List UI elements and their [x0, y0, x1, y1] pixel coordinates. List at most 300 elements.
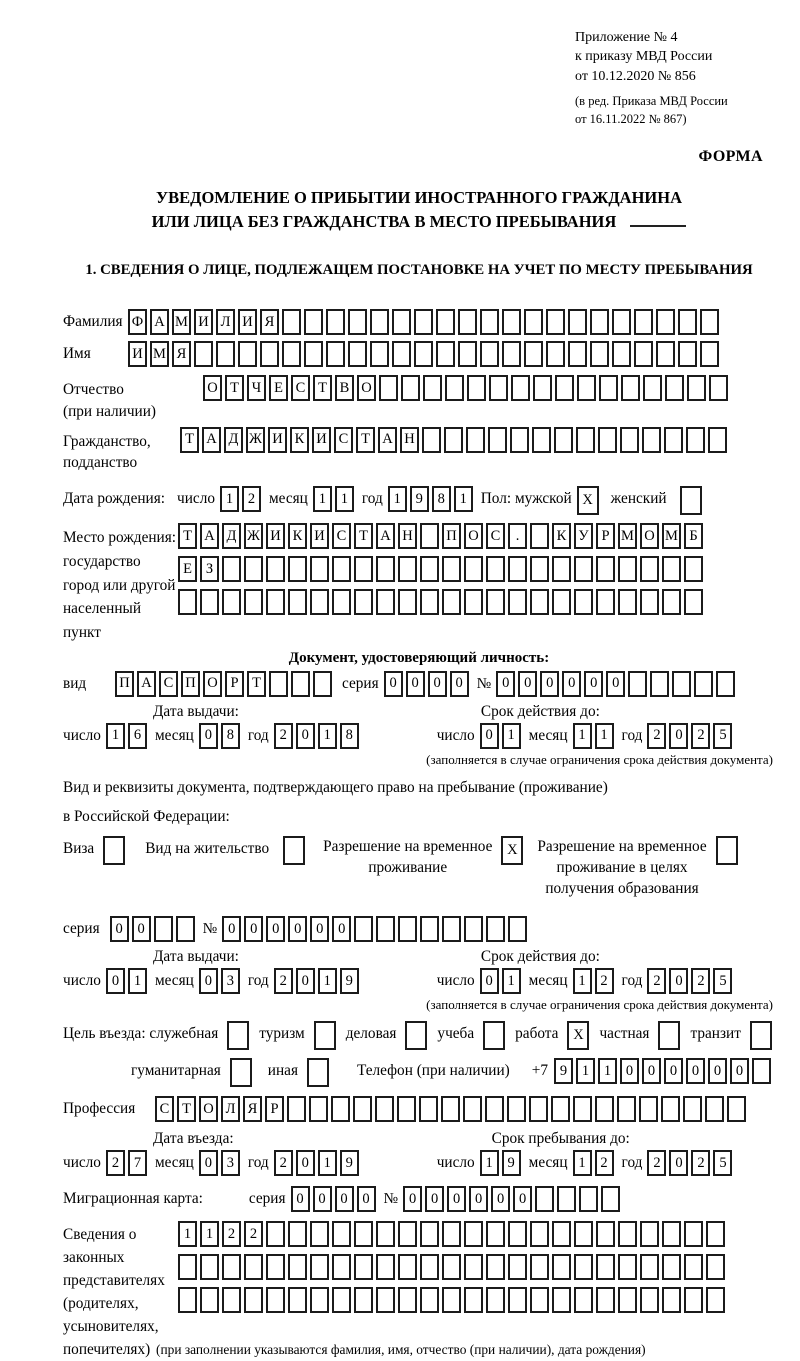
char-cell[interactable]: 0 [664, 1058, 683, 1084]
birth-day-cells[interactable] [220, 486, 261, 512]
char-cell[interactable] [442, 556, 461, 582]
char-cell[interactable] [524, 309, 543, 335]
char-cell[interactable] [705, 1096, 724, 1122]
char-cell[interactable] [621, 375, 640, 401]
char-cell[interactable]: 1 [598, 1058, 617, 1084]
char-cell[interactable] [486, 1287, 505, 1313]
char-cell[interactable] [574, 1287, 593, 1313]
char-cell[interactable]: Е [178, 556, 197, 582]
char-cell[interactable]: . [508, 523, 527, 549]
char-cell[interactable]: 2 [274, 723, 293, 749]
char-cell[interactable] [178, 1287, 197, 1313]
char-cell[interactable]: А [376, 523, 395, 549]
char-cell[interactable]: Т [225, 375, 244, 401]
char-cell[interactable] [750, 1021, 772, 1050]
char-cell[interactable] [466, 427, 485, 453]
char-cell[interactable]: 1 [576, 1058, 595, 1084]
char-cell[interactable] [288, 556, 307, 582]
char-cell[interactable] [227, 1021, 249, 1050]
char-cell[interactable]: 5 [713, 968, 732, 994]
char-cell[interactable]: О [199, 1096, 218, 1122]
char-cell[interactable]: 0 [686, 1058, 705, 1084]
char-cell[interactable]: 2 [242, 486, 261, 512]
char-cell[interactable]: 0 [496, 671, 515, 697]
birthplace-row3-cells[interactable] [178, 589, 703, 615]
char-cell[interactable] [628, 671, 647, 697]
phone-cells[interactable] [554, 1058, 771, 1084]
char-cell[interactable]: А [137, 671, 156, 697]
doc-issue-year-cells[interactable] [274, 723, 359, 749]
char-cell[interactable]: О [203, 375, 222, 401]
char-cell[interactable] [464, 1221, 483, 1247]
char-cell[interactable] [752, 1058, 771, 1084]
res-issue-year-cells[interactable] [274, 968, 359, 994]
char-cell[interactable]: 0 [384, 671, 403, 697]
char-cell[interactable] [612, 341, 631, 367]
char-cell[interactable] [283, 836, 305, 865]
char-cell[interactable] [596, 556, 615, 582]
char-cell[interactable] [557, 1186, 576, 1212]
char-cell[interactable] [507, 1096, 526, 1122]
char-cell[interactable] [530, 1287, 549, 1313]
char-cell[interactable] [508, 589, 527, 615]
char-cell[interactable] [442, 1254, 461, 1280]
char-cell[interactable] [706, 1254, 725, 1280]
char-cell[interactable]: 9 [502, 1150, 521, 1176]
char-cell[interactable] [376, 589, 395, 615]
char-cell[interactable]: 1 [200, 1221, 219, 1247]
guardians-row1-cells[interactable] [178, 1221, 725, 1247]
char-cell[interactable] [590, 309, 609, 335]
char-cell[interactable] [326, 309, 345, 335]
visa-checkbox[interactable] [103, 836, 125, 865]
char-cell[interactable]: 1 [388, 486, 407, 512]
char-cell[interactable]: Д [224, 427, 243, 453]
char-cell[interactable] [551, 1096, 570, 1122]
char-cell[interactable] [706, 1221, 725, 1247]
char-cell[interactable] [398, 1254, 417, 1280]
char-cell[interactable] [376, 916, 395, 942]
char-cell[interactable]: 0 [425, 1186, 444, 1212]
char-cell[interactable]: Т [356, 427, 375, 453]
char-cell[interactable] [709, 375, 728, 401]
char-cell[interactable] [458, 341, 477, 367]
char-cell[interactable]: 0 [106, 968, 125, 994]
char-cell[interactable]: 1 [573, 968, 592, 994]
char-cell[interactable] [304, 341, 323, 367]
char-cell[interactable] [661, 1096, 680, 1122]
char-cell[interactable]: 1 [335, 486, 354, 512]
char-cell[interactable]: 0 [313, 1186, 332, 1212]
char-cell[interactable]: 7 [128, 1150, 147, 1176]
char-cell[interactable] [332, 556, 351, 582]
char-cell[interactable] [244, 589, 263, 615]
char-cell[interactable] [238, 341, 257, 367]
char-cell[interactable] [354, 556, 373, 582]
char-cell[interactable] [200, 1254, 219, 1280]
char-cell[interactable] [398, 556, 417, 582]
char-cell[interactable]: 6 [128, 723, 147, 749]
char-cell[interactable] [640, 589, 659, 615]
char-cell[interactable]: О [464, 523, 483, 549]
char-cell[interactable] [486, 916, 505, 942]
char-cell[interactable]: 1 [220, 486, 239, 512]
char-cell[interactable]: И [194, 309, 213, 335]
char-cell[interactable]: Н [400, 427, 419, 453]
res-valid-day-cells[interactable] [480, 968, 521, 994]
char-cell[interactable] [684, 1287, 703, 1313]
char-cell[interactable]: И [310, 523, 329, 549]
char-cell[interactable] [354, 589, 373, 615]
char-cell[interactable] [310, 556, 329, 582]
char-cell[interactable] [508, 916, 527, 942]
char-cell[interactable] [683, 1096, 702, 1122]
char-cell[interactable] [656, 341, 675, 367]
char-cell[interactable] [502, 309, 521, 335]
char-cell[interactable] [508, 556, 527, 582]
char-cell[interactable] [260, 341, 279, 367]
edu-permit-checkbox[interactable] [716, 836, 738, 865]
char-cell[interactable] [420, 1254, 439, 1280]
char-cell[interactable] [442, 1287, 461, 1313]
char-cell[interactable] [420, 916, 439, 942]
char-cell[interactable] [639, 1096, 658, 1122]
res-number-cells[interactable] [222, 916, 527, 942]
char-cell[interactable]: М [662, 523, 681, 549]
char-cell[interactable] [398, 916, 417, 942]
char-cell[interactable] [354, 1254, 373, 1280]
char-cell[interactable] [176, 916, 195, 942]
char-cell[interactable]: 0 [669, 1150, 688, 1176]
char-cell[interactable]: 0 [310, 916, 329, 942]
char-cell[interactable] [348, 341, 367, 367]
char-cell[interactable] [530, 556, 549, 582]
char-cell[interactable] [419, 1096, 438, 1122]
char-cell[interactable]: М [618, 523, 637, 549]
char-cell[interactable]: О [640, 523, 659, 549]
char-cell[interactable] [716, 671, 735, 697]
purpose-humanitarian-checkbox[interactable] [230, 1058, 252, 1087]
char-cell[interactable]: 0 [296, 723, 315, 749]
char-cell[interactable]: А [200, 523, 219, 549]
char-cell[interactable] [579, 1186, 598, 1212]
char-cell[interactable] [596, 1221, 615, 1247]
char-cell[interactable]: Л [216, 309, 235, 335]
char-cell[interactable]: Р [265, 1096, 284, 1122]
char-cell[interactable]: О [203, 671, 222, 697]
char-cell[interactable] [332, 1221, 351, 1247]
char-cell[interactable] [502, 341, 521, 367]
char-cell[interactable] [552, 589, 571, 615]
char-cell[interactable] [486, 589, 505, 615]
char-cell[interactable]: 9 [340, 968, 359, 994]
char-cell[interactable]: 1 [573, 723, 592, 749]
profession-cells[interactable] [155, 1096, 746, 1122]
char-cell[interactable] [658, 1021, 680, 1050]
char-cell[interactable] [700, 309, 719, 335]
char-cell[interactable] [617, 1096, 636, 1122]
char-cell[interactable] [489, 375, 508, 401]
char-cell[interactable] [700, 341, 719, 367]
char-cell[interactable] [662, 1221, 681, 1247]
char-cell[interactable]: Я [172, 341, 191, 367]
char-cell[interactable] [508, 1254, 527, 1280]
char-cell[interactable]: К [552, 523, 571, 549]
char-cell[interactable] [708, 427, 727, 453]
char-cell[interactable]: 2 [691, 968, 710, 994]
char-cell[interactable] [376, 1254, 395, 1280]
char-cell[interactable]: 5 [713, 723, 732, 749]
char-cell[interactable] [282, 309, 301, 335]
char-cell[interactable] [684, 589, 703, 615]
char-cell[interactable] [552, 1221, 571, 1247]
char-cell[interactable] [568, 309, 587, 335]
char-cell[interactable]: 2 [691, 723, 710, 749]
char-cell[interactable] [530, 523, 549, 549]
char-cell[interactable] [634, 309, 653, 335]
char-cell[interactable]: 0 [669, 968, 688, 994]
guardians-row3-cells[interactable] [178, 1287, 725, 1313]
res-issue-month-cells[interactable] [199, 968, 240, 994]
char-cell[interactable] [573, 1096, 592, 1122]
char-cell[interactable] [398, 1287, 417, 1313]
char-cell[interactable] [598, 427, 617, 453]
char-cell[interactable]: 1 [106, 723, 125, 749]
char-cell[interactable] [444, 427, 463, 453]
char-cell[interactable]: Ф [128, 309, 147, 335]
char-cell[interactable] [656, 309, 675, 335]
char-cell[interactable] [684, 556, 703, 582]
char-cell[interactable]: X [567, 1021, 589, 1050]
char-cell[interactable] [332, 589, 351, 615]
char-cell[interactable] [650, 671, 669, 697]
char-cell[interactable]: 0 [518, 671, 537, 697]
char-cell[interactable] [532, 427, 551, 453]
char-cell[interactable]: С [332, 523, 351, 549]
doc-issue-month-cells[interactable] [199, 723, 240, 749]
char-cell[interactable]: 1 [178, 1221, 197, 1247]
mig-number-cells[interactable] [403, 1186, 620, 1212]
char-cell[interactable] [618, 556, 637, 582]
char-cell[interactable] [488, 427, 507, 453]
char-cell[interactable]: 0 [296, 1150, 315, 1176]
char-cell[interactable] [511, 375, 530, 401]
char-cell[interactable]: 0 [620, 1058, 639, 1084]
char-cell[interactable] [436, 341, 455, 367]
char-cell[interactable]: П [181, 671, 200, 697]
birth-year-cells[interactable] [388, 486, 473, 512]
char-cell[interactable]: 8 [432, 486, 451, 512]
birthplace-row1-cells[interactable] [178, 523, 703, 549]
sex-male-checkbox[interactable] [577, 486, 599, 515]
char-cell[interactable]: 1 [318, 723, 337, 749]
char-cell[interactable]: Я [243, 1096, 262, 1122]
purpose-tourism-checkbox[interactable] [314, 1021, 336, 1050]
char-cell[interactable] [486, 1254, 505, 1280]
char-cell[interactable] [620, 427, 639, 453]
char-cell[interactable] [392, 309, 411, 335]
char-cell[interactable]: Т [313, 375, 332, 401]
char-cell[interactable] [524, 341, 543, 367]
char-cell[interactable] [354, 916, 373, 942]
char-cell[interactable] [310, 1287, 329, 1313]
char-cell[interactable] [103, 836, 125, 865]
char-cell[interactable] [634, 341, 653, 367]
char-cell[interactable] [392, 341, 411, 367]
char-cell[interactable]: 0 [332, 916, 351, 942]
char-cell[interactable] [244, 1287, 263, 1313]
char-cell[interactable] [640, 556, 659, 582]
char-cell[interactable] [574, 556, 593, 582]
char-cell[interactable] [483, 1021, 505, 1050]
char-cell[interactable] [458, 309, 477, 335]
char-cell[interactable]: 0 [199, 723, 218, 749]
char-cell[interactable]: С [291, 375, 310, 401]
char-cell[interactable] [287, 1096, 306, 1122]
char-cell[interactable] [508, 1287, 527, 1313]
char-cell[interactable]: Т [177, 1096, 196, 1122]
char-cell[interactable] [266, 1254, 285, 1280]
char-cell[interactable] [464, 1287, 483, 1313]
residence-permit-checkbox[interactable] [283, 836, 305, 865]
purpose-official-checkbox[interactable] [227, 1021, 249, 1050]
char-cell[interactable] [485, 1096, 504, 1122]
char-cell[interactable] [405, 1021, 427, 1050]
char-cell[interactable] [672, 671, 691, 697]
char-cell[interactable] [664, 427, 683, 453]
char-cell[interactable] [266, 1287, 285, 1313]
char-cell[interactable] [420, 589, 439, 615]
char-cell[interactable] [596, 1254, 615, 1280]
char-cell[interactable] [662, 589, 681, 615]
char-cell[interactable] [397, 1096, 416, 1122]
char-cell[interactable] [230, 1058, 252, 1087]
purpose-business-checkbox[interactable] [405, 1021, 427, 1050]
char-cell[interactable]: А [150, 309, 169, 335]
char-cell[interactable] [618, 1287, 637, 1313]
char-cell[interactable]: Р [596, 523, 615, 549]
char-cell[interactable] [398, 589, 417, 615]
char-cell[interactable] [354, 1287, 373, 1313]
char-cell[interactable] [200, 1287, 219, 1313]
char-cell[interactable]: 0 [642, 1058, 661, 1084]
char-cell[interactable] [640, 1254, 659, 1280]
char-cell[interactable] [574, 589, 593, 615]
char-cell[interactable] [601, 1186, 620, 1212]
char-cell[interactable] [555, 375, 574, 401]
char-cell[interactable] [414, 341, 433, 367]
char-cell[interactable]: 0 [540, 671, 559, 697]
char-cell[interactable]: 3 [221, 968, 240, 994]
res-issue-day-cells[interactable] [106, 968, 147, 994]
char-cell[interactable]: X [501, 836, 523, 865]
char-cell[interactable] [178, 589, 197, 615]
char-cell[interactable]: Т [178, 523, 197, 549]
char-cell[interactable] [309, 1096, 328, 1122]
purpose-study-checkbox[interactable] [483, 1021, 505, 1050]
char-cell[interactable] [568, 341, 587, 367]
char-cell[interactable] [442, 589, 461, 615]
char-cell[interactable]: 2 [244, 1221, 263, 1247]
char-cell[interactable]: З [200, 556, 219, 582]
birth-month-cells[interactable] [313, 486, 354, 512]
char-cell[interactable]: 8 [221, 723, 240, 749]
char-cell[interactable] [662, 1287, 681, 1313]
char-cell[interactable]: М [172, 309, 191, 335]
char-cell[interactable] [552, 556, 571, 582]
char-cell[interactable]: 2 [647, 968, 666, 994]
char-cell[interactable]: 2 [595, 968, 614, 994]
char-cell[interactable] [282, 341, 301, 367]
char-cell[interactable]: 0 [406, 671, 425, 697]
char-cell[interactable]: А [202, 427, 221, 453]
char-cell[interactable] [643, 375, 662, 401]
char-cell[interactable] [266, 1221, 285, 1247]
guardians-row2-cells[interactable] [178, 1254, 725, 1280]
char-cell[interactable] [414, 309, 433, 335]
char-cell[interactable] [200, 589, 219, 615]
citizenship-cells[interactable] [180, 427, 727, 453]
char-cell[interactable] [422, 427, 441, 453]
char-cell[interactable] [222, 1254, 241, 1280]
char-cell[interactable]: 1 [454, 486, 473, 512]
char-cell[interactable] [486, 1221, 505, 1247]
char-cell[interactable] [370, 309, 389, 335]
char-cell[interactable] [442, 1221, 461, 1247]
doc-issue-day-cells[interactable] [106, 723, 147, 749]
char-cell[interactable]: 0 [199, 1150, 218, 1176]
char-cell[interactable] [436, 309, 455, 335]
char-cell[interactable] [420, 523, 439, 549]
char-cell[interactable]: 9 [340, 1150, 359, 1176]
char-cell[interactable]: 2 [274, 968, 293, 994]
char-cell[interactable] [599, 375, 618, 401]
char-cell[interactable] [694, 671, 713, 697]
char-cell[interactable]: 0 [450, 671, 469, 697]
char-cell[interactable] [353, 1096, 372, 1122]
char-cell[interactable]: 1 [313, 486, 332, 512]
char-cell[interactable] [332, 1287, 351, 1313]
char-cell[interactable] [420, 556, 439, 582]
char-cell[interactable] [486, 556, 505, 582]
char-cell[interactable]: 2 [647, 1150, 666, 1176]
char-cell[interactable]: Я [260, 309, 279, 335]
char-cell[interactable]: 0 [335, 1186, 354, 1212]
char-cell[interactable] [222, 589, 241, 615]
char-cell[interactable] [379, 375, 398, 401]
char-cell[interactable]: Ж [246, 427, 265, 453]
char-cell[interactable] [222, 556, 241, 582]
char-cell[interactable] [314, 1021, 336, 1050]
char-cell[interactable] [331, 1096, 350, 1122]
char-cell[interactable]: 1 [502, 723, 521, 749]
char-cell[interactable] [727, 1096, 746, 1122]
char-cell[interactable]: 0 [222, 916, 241, 942]
sex-female-checkbox[interactable] [680, 486, 702, 515]
res-series-cells[interactable] [110, 916, 195, 942]
char-cell[interactable]: 0 [513, 1186, 532, 1212]
char-cell[interactable] [678, 341, 697, 367]
char-cell[interactable] [552, 1287, 571, 1313]
char-cell[interactable] [313, 671, 332, 697]
char-cell[interactable] [154, 916, 173, 942]
char-cell[interactable]: 1 [502, 968, 521, 994]
char-cell[interactable] [530, 1221, 549, 1247]
char-cell[interactable]: 1 [480, 1150, 499, 1176]
char-cell[interactable] [554, 427, 573, 453]
char-cell[interactable] [288, 1221, 307, 1247]
char-cell[interactable] [310, 589, 329, 615]
